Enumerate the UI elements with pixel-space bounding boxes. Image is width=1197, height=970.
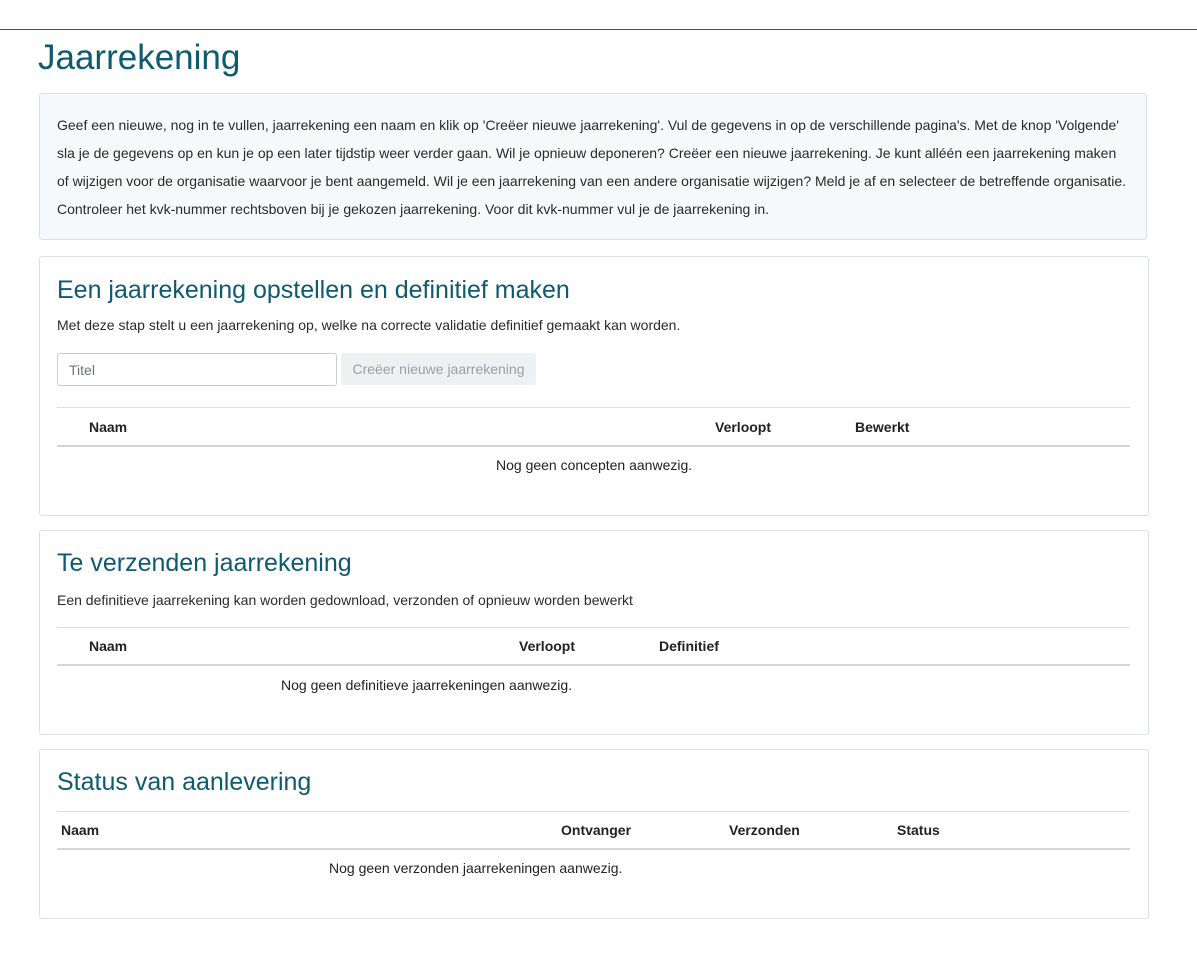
- to-send-table-top-border: [57, 627, 1130, 628]
- to-send-panel: [39, 530, 1149, 735]
- delivery-table-header-border: [57, 848, 1130, 850]
- drafts-column-verloopt[interactable]: Verloopt: [715, 419, 772, 435]
- delivery-column-verzonden[interactable]: Verzonden: [729, 822, 800, 838]
- delivery-column-status[interactable]: Status: [897, 822, 940, 838]
- delivery-status-panel: [39, 749, 1149, 919]
- to-send-empty-message: Nog geen definitieve jaarrekeningen aanwezig.: [281, 677, 573, 693]
- delivery-column-naam[interactable]: Naam: [61, 822, 100, 838]
- drafts-table-header-border: [57, 445, 1130, 447]
- title-input[interactable]: [57, 353, 337, 386]
- drafts-description: Met deze stap stelt u een jaarrekening op, welke na correcte validatie definitief gemaakt kan worden.: [57, 317, 681, 333]
- intro-text: Geef een nieuwe, nog in te vullen, jaarrekening een naam en klik op 'Creëer nieuwe jaarrekening'. Vul de gegevens in op de verschillende pagina's. Met de knop 'Volgende' sla je de gegevens op en kun je op een later tijdstip weer verder gaan. Wil je opnieuw deponeren? Creëer een nieuwe jaarrekening. Je kunt alléén een jaarrekening maken of wijzigen voor de organisatie waarvoor je bent aangemeld. Wil je een jaarrekening van een andere organisatie wijzigen? Meld je af en selecteer de betreffende organisatie. Controleer het kvk-nummer rechtsboven bij je gekozen jaarrekening. Voor dit kvk-nummer vul je de jaarrekening in.: [57, 117, 1127, 217]
- to-send-column-verloopt[interactable]: Verloopt: [519, 638, 576, 654]
- drafts-column-bewerkt[interactable]: Bewerkt: [855, 419, 910, 435]
- drafts-empty-message: Nog geen concepten aanwezig.: [496, 457, 693, 473]
- to-send-column-naam[interactable]: Naam: [89, 638, 128, 654]
- intro-info-box: [39, 93, 1147, 240]
- to-send-description: Een definitieve jaarrekening kan worden gedownload, verzonden of opnieuw worden bewerkt: [57, 592, 633, 608]
- create-new-jaarrekening-button[interactable]: Creëer nieuwe jaarrekening: [341, 353, 536, 385]
- drafts-panel: [39, 256, 1149, 516]
- top-bar: [0, 0, 1197, 30]
- drafts-column-naam[interactable]: Naam: [89, 419, 128, 435]
- delivery-empty-message: Nog geen verzonden jaarrekeningen aanwezig.: [329, 860, 623, 876]
- drafts-table-top-border: [57, 407, 1130, 408]
- delivery-column-ontvanger[interactable]: Ontvanger: [561, 822, 632, 838]
- page-title: Jaarrekening: [38, 38, 241, 77]
- to-send-column-definitief[interactable]: Definitief: [659, 638, 719, 654]
- delivery-status-title: Status van aanlevering: [57, 768, 312, 796]
- delivery-table-top-border: [57, 811, 1130, 812]
- drafts-title: Een jaarrekening opstellen en definitief maken: [57, 276, 570, 304]
- to-send-table-header-border: [57, 664, 1130, 666]
- to-send-title: Te verzenden jaarrekening: [57, 549, 352, 577]
